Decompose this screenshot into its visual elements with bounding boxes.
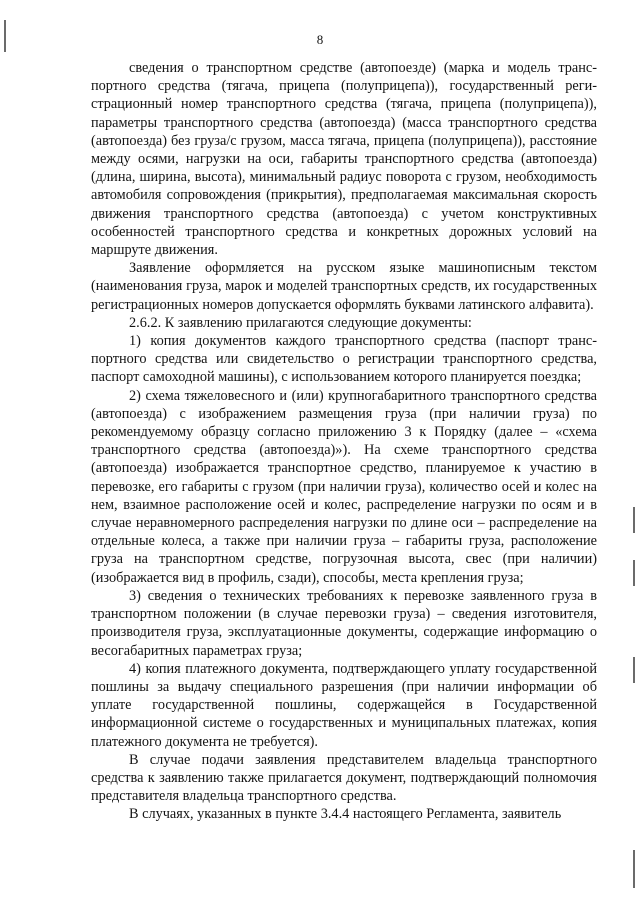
paragraph-item-3: 3) сведения о технических требованиях к перевозке заявленного груза в транспортном положении (в случае перевозки груза) – сведения изготовителя, производителя груза, эксплуатационные документы, содержащие информацию о весогабаритных параметрах груза; <box>91 587 597 659</box>
page-number: 8 <box>316 32 324 47</box>
paragraph-language: Заявление оформляется на русском языке машинописным текстом (наименования груза, марок и моделей транспортных средств, их государственных регистрационных номеров допускается оформлять буквами латинского алфавита). <box>91 260 597 313</box>
paragraph-cases: В случаях, указанных в пункте 3.4.4 настоящего Регламента, заявитель <box>129 806 562 823</box>
scan-artifact-right <box>633 850 635 888</box>
document-body <box>91 59 597 824</box>
paragraph-item-4: 4) копия платежного документа, подтверждающего уплату государственной пошлины за выдачу специального разрешения (при наличии информации об уплате государственной пошлины, содержащейся в Государственной информационной системе о государственных и муниципальных платежах, копия платежного документа не требуется). <box>91 660 597 750</box>
paragraph-vehicle-info: сведения о транспортном средстве (автопоезде) (марка и модель транспортного средства (тягача, прицепа (полуприцепа)), государственный регистрационный номер транспортного средства (тягача, прицепа (полуприцепа)), параметры транспортного средства (автопоезда) (масса транспортного средства (автопоезда) без груза/с грузом, масса тягача, прицепа (полуприцепа)), расстояние между осями, нагрузки на оси, габариты транспортного средства (автопоезда) (длина, ширина, высота), минимальный радиус поворота с грузом, необходимость автомобиля сопровождения (прикрытия), предполагаемая максимальная скорость движения транспортного средства (автопоезда) с учетом конструктивных особенностей транспортного средства и конкретных дорожных условий на маршруте движения. <box>91 60 597 259</box>
paragraph-section-heading: 2.6.2. К заявлению прилагаются следующие документы: <box>129 314 472 331</box>
scan-artifact-right <box>633 657 635 683</box>
paragraph-item-1: 1) копия документов каждого транспортного средства (паспорт транспортного средства или свидетельство о регистрации транспортного средства, паспорт самоходной машины), с использованием которого планируется поездка; <box>91 333 597 386</box>
paragraph-item-2: 2) схема тяжеловесного и (или) крупногабаритного транспортного средства (автопоезда) с изображением размещения груза (при наличии груза) по рекомендуемому образцу согласно приложению 3 к Порядку (далее – «схема транспортного средства (автопоезда)»). На схеме транспортного средства (автопоезда) изображается транспортное средство, планируемое к участию в перевозке, его габариты с грузом (при наличии груза), количество осей и колес на нем, взаимное расположение осей и колес, распределение нагрузки по осям и в случае неравномерного распределения нагрузки по длине оси – распределение на отдельные колеса, а также при наличии груза – габариты груза, расположение груза на транспортном средстве, погрузочная высота, свес (при наличии) (изображается вид в профиль, сзади), способы, места крепления груза; <box>91 387 597 586</box>
scan-artifact-right <box>633 560 635 586</box>
scan-artifact-right <box>633 507 635 533</box>
paragraph-representative: В случае подачи заявления представителем владельца транспортного средства к заявлению также прилагается документ, подтверждающий полномочия представителя владельца транспортного средства. <box>91 751 597 805</box>
